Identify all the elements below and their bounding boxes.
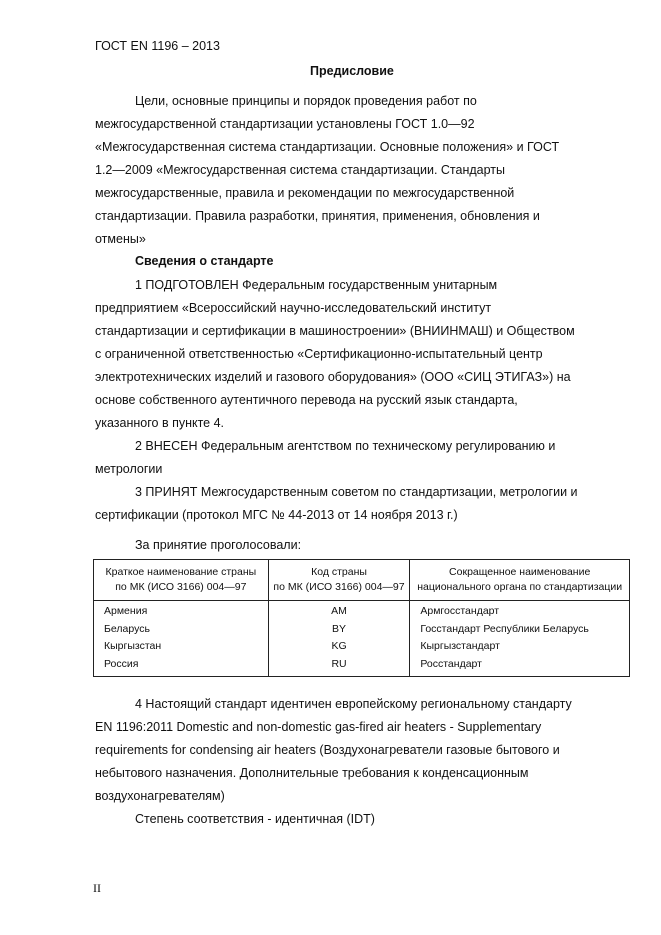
country-name: Беларусь — [94, 621, 269, 639]
conformity-degree: Степень соответствия - идентичная (IDT) — [135, 812, 375, 826]
item3-line: 3 ПРИНЯТ Межгосударственным советом по стандартизации, метрологии и — [135, 485, 578, 499]
item4-line: воздухонагревателям) — [95, 789, 225, 803]
voted-caption: За принятие проголосовали: — [135, 538, 302, 552]
foreword-line: «Межгосударственная система стандартизации. Основные положения» и ГОСТ — [95, 140, 560, 154]
item1-line: электротехнических изделий и газового оборудования» (ООО «СИЦ ЭТИГАЗ») на — [95, 370, 571, 384]
national-body: Госстандарт Республики Беларусь — [410, 621, 630, 639]
voting-table-header — [94, 560, 630, 601]
country-code: BY — [268, 621, 410, 639]
table-row — [94, 638, 630, 656]
foreword-line: отмены» — [95, 232, 146, 246]
item1-line: стандартизации и сертификации в машиностроении» (ВНИИНМАШ) и Обществом — [95, 324, 575, 338]
country-name: Армения — [94, 601, 269, 621]
country-code: RU — [268, 656, 410, 677]
country-name: Россия — [94, 656, 269, 677]
item4-line: EN 1196:2011 Domestic and non-domestic gas-fired air heaters - Supplementary — [95, 720, 542, 734]
item4-line: 4 Настоящий стандарт идентичен европейскому региональному стандарту — [135, 697, 572, 711]
country-code: KG — [268, 638, 410, 656]
item3-line: сертификации (протокол МГС № 44-2013 от 14 ноября 2013 г.) — [95, 508, 458, 522]
country-name: Кыргызстан — [94, 638, 269, 656]
table-row — [94, 656, 630, 677]
header-national-body: Сокращенное наименование национального органа по стандартизации — [410, 560, 630, 601]
foreword-line: 1.2—2009 «Межгосударственная система стандартизации. Стандарты — [95, 163, 505, 177]
national-body: Росстандарт — [410, 656, 630, 677]
item2-line: метрологии — [95, 462, 163, 476]
foreword-line: межгосударственной стандартизации установлены ГОСТ 1.0—92 — [95, 117, 475, 131]
item1-line: 1 ПОДГОТОВЛЕН Федеральным государственным унитарным — [135, 278, 498, 292]
item1-line: с ограниченной ответственностью «Сертификационно-испытательный центр — [95, 347, 543, 361]
item1-line: указанного в пункте 4. — [95, 416, 225, 430]
item4-line: requirements for condensing air heaters (Воздухонагреватели газовые бытового и — [95, 743, 560, 757]
national-body: Армгосстандарт — [410, 601, 630, 621]
foreword-line: Цели, основные принципы и порядок проведения работ по — [135, 94, 477, 108]
item1-line: предприятием «Всероссийский научно-исследовательский институт — [95, 301, 492, 315]
national-body: Кыргызстандарт — [410, 638, 630, 656]
header-country-name: Краткое наименование страны по МК (ИСО 3166) 004—97 — [94, 560, 269, 601]
header-country-code: Код страны по МК (ИСО 3166) 004—97 — [268, 560, 410, 601]
item4-line: небытового назначения. Дополнительные требования к конденсационным — [95, 766, 529, 780]
page-number: II — [93, 881, 101, 895]
voting-table — [93, 559, 630, 677]
foreword-title: Предисловие — [310, 64, 394, 78]
document-code: ГОСТ EN 1196 – 2013 — [95, 39, 220, 53]
item1-line: основе собственного аутентичного перевода на русский язык стандарта, — [95, 393, 518, 407]
country-code: AM — [268, 601, 410, 621]
foreword-line: стандартизации. Правила разработки, принятия, применения, обновления и — [95, 209, 540, 223]
table-row — [94, 601, 630, 621]
item2-line: 2 ВНЕСЕН Федеральным агентством по техническому регулированию и — [135, 439, 556, 453]
standard-info-title: Сведения о стандарте — [135, 254, 274, 268]
table-row — [94, 621, 630, 639]
foreword-line: межгосударственные, правила и рекомендации по межгосударственной — [95, 186, 515, 200]
